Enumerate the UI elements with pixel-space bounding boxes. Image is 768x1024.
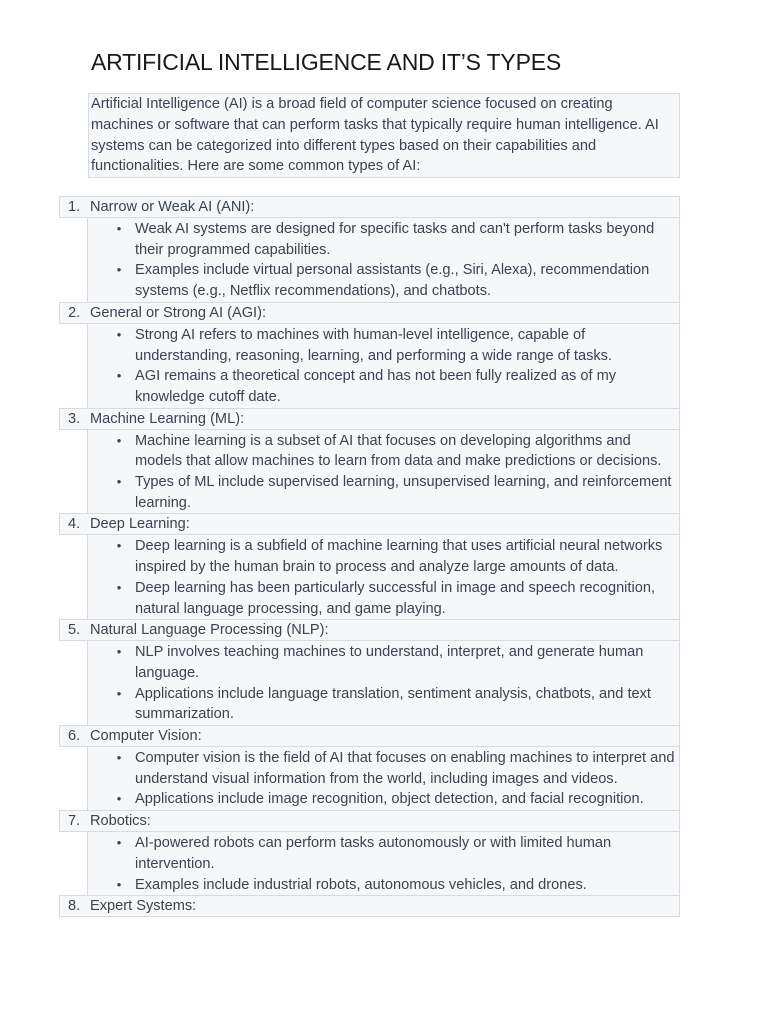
ai-types-list [59,196,680,917]
bullet-icon: • [116,474,122,490]
list-item-details [87,535,680,620]
bullet-text: NLP involves teaching machines to understand, interpret, and generate human language. [135,644,644,681]
list-item-heading [59,725,680,747]
bullet-text: Computer vision is the field of AI that focuses on enabling machines to interpret and understand visual information from the world, including images and videos. [135,750,675,787]
bullet-item [88,684,679,725]
list-item-number: 7. [68,813,81,830]
bullet-item [88,789,679,810]
list-item-number: 2. [68,304,81,321]
bullet-text: Weak AI systems are designed for specific tasks and can't perform tasks beyond their programmed capabilities. [135,221,655,258]
list-item-title: Robotics: [90,813,151,830]
list-item-heading [59,513,680,535]
list-item-details [87,832,680,896]
bullet-text: Examples include virtual personal assistants (e.g., Siri, Alexa), recommendation systems (e.g., Netflix recommendations), and chatbots. [135,262,650,300]
list-item-title: Machine Learning (ML): [90,410,245,427]
list-item-details [87,324,680,409]
bullet-icon: • [116,262,122,278]
bullet-item [88,366,679,407]
bullet-item [88,219,679,260]
bullet-icon: • [116,791,122,807]
bullet-icon: • [116,750,122,766]
bullet-icon: • [116,644,122,660]
list-item-heading [59,619,680,641]
bullet-text: Deep learning is a subfield of machine learning that uses artificial neural networks inspired by the human brain to process and analyze large amounts of data. [135,538,663,576]
bullet-item [88,748,679,789]
bullet-text: Strong AI refers to machines with human-level intelligence, capable of understanding, reasoning, learning, and performing a wide range of tasks. [135,326,613,364]
bullet-item [88,325,679,366]
list-item-number: 1. [68,199,81,215]
list-item-details [87,641,680,726]
bullet-text: AGI remains a theoretical concept and has not been fully realized as of my knowledge cutoff date. [135,368,617,405]
bullet-icon: • [116,538,122,554]
bullet-icon: • [116,579,122,595]
list-item-title: Computer Vision: [90,728,202,745]
list-item-heading [59,408,680,430]
bullet-icon: • [116,221,122,236]
list-item-details [87,218,680,303]
list-item-title: Natural Language Processing (NLP): [90,622,329,639]
bullet-text: Applications include language translation, sentiment analysis, chatbots, and text summarization. [135,685,651,723]
list-item-heading [59,895,680,917]
list-item-heading [59,810,680,832]
bullet-text: Applications include image recognition, object detection, and facial recognition. [135,791,644,808]
list-item-heading [59,196,680,218]
bullet-text: AI-powered robots can perform tasks autonomously or with limited human intervention. [135,835,612,872]
bullet-text: Types of ML include supervised learning, unsupervised learning, and reinforcement learning. [135,474,672,511]
list-item-title: Expert Systems: [90,898,197,915]
bullet-icon: • [116,685,122,701]
bullet-item [88,642,679,683]
bullet-icon: • [116,876,122,892]
bullet-item [88,260,679,301]
list-item-number: 8. [68,898,81,915]
list-item-number: 3. [68,410,81,427]
bullet-icon: • [116,326,122,342]
bullet-item [88,472,679,513]
page-title: ARTIFICIAL INTELLIGENCE AND IT’S TYPES [91,49,561,75]
bullet-item [88,875,679,896]
list-item-number: 6. [68,728,81,745]
bullet-item [88,431,679,472]
list-item-title: Narrow or Weak AI (ANI): [90,199,255,215]
bullet-icon: • [116,368,122,384]
list-item-details [87,430,680,515]
bullet-text: Examples include industrial robots, autonomous vehicles, and drones. [135,876,587,893]
bullet-text: Deep learning has been particularly successful in image and speech recognition, natural language processing, and game playing. [135,579,656,617]
list-item-details [87,747,680,811]
list-item-title: General or Strong AI (AGI): [90,304,267,321]
bullet-item [88,536,679,577]
bullet-text: Machine learning is a subset of AI that focuses on developing algorithms and models that allow machines to learn from data and make predictions or decisions. [135,432,662,470]
intro-paragraph: Artificial Intelligence (AI) is a broad field of computer science focused on creating machines or software that can perform tasks that typically require human intelligence. AI systems can be categorized into different types based on their capabilities and functionalities. Here are some common types of AI: [88,93,680,178]
bullet-item [88,833,679,874]
bullet-item [88,578,679,619]
bullet-icon: • [116,432,122,448]
list-item-heading [59,302,680,324]
bullet-icon: • [116,835,122,851]
list-item-number: 5. [68,622,81,639]
list-item-number: 4. [68,516,81,533]
list-item-title: Deep Learning: [90,516,190,533]
